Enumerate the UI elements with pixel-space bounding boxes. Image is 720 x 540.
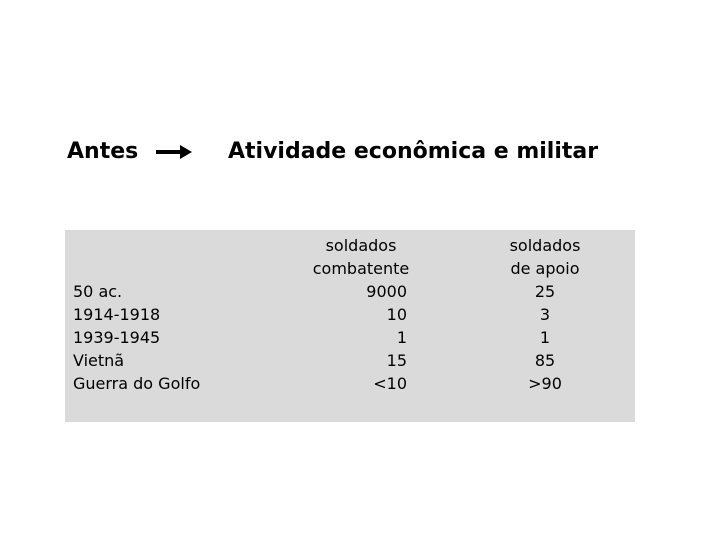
combat-value: 15 [386,351,407,370]
support-value: 25 [534,282,556,301]
support-value: >90 [528,374,562,393]
support-value: 1 [539,328,551,347]
heading-atividade: Atividade econômica e militar [228,139,599,164]
row-label: Guerra do Golfo [73,374,201,393]
row-label: 1914-1918 [73,305,161,324]
row-label: 50 ac. [73,282,123,301]
row-label: Vietnã [73,351,125,370]
support-soldiers-column [485,234,605,395]
combat-value: 1 [396,328,407,347]
combat-header-line: soldados [325,236,397,255]
support-value: 85 [534,351,556,370]
combat-value: 10 [386,305,407,324]
combat-value: <10 [373,374,407,393]
right-arrow-icon [156,143,192,161]
combat-value: 9000 [366,282,407,301]
support-value: 3 [539,305,551,324]
support-header-line: soldados [509,236,581,255]
combat-header-line: combatente [312,259,410,278]
heading-antes: Antes [67,139,139,164]
row-label: 1939-1945 [73,328,161,347]
row-labels-column [73,280,200,395]
data-table [65,230,635,422]
support-header-line: de apoio [510,259,580,278]
combat-soldiers-column [291,234,431,395]
